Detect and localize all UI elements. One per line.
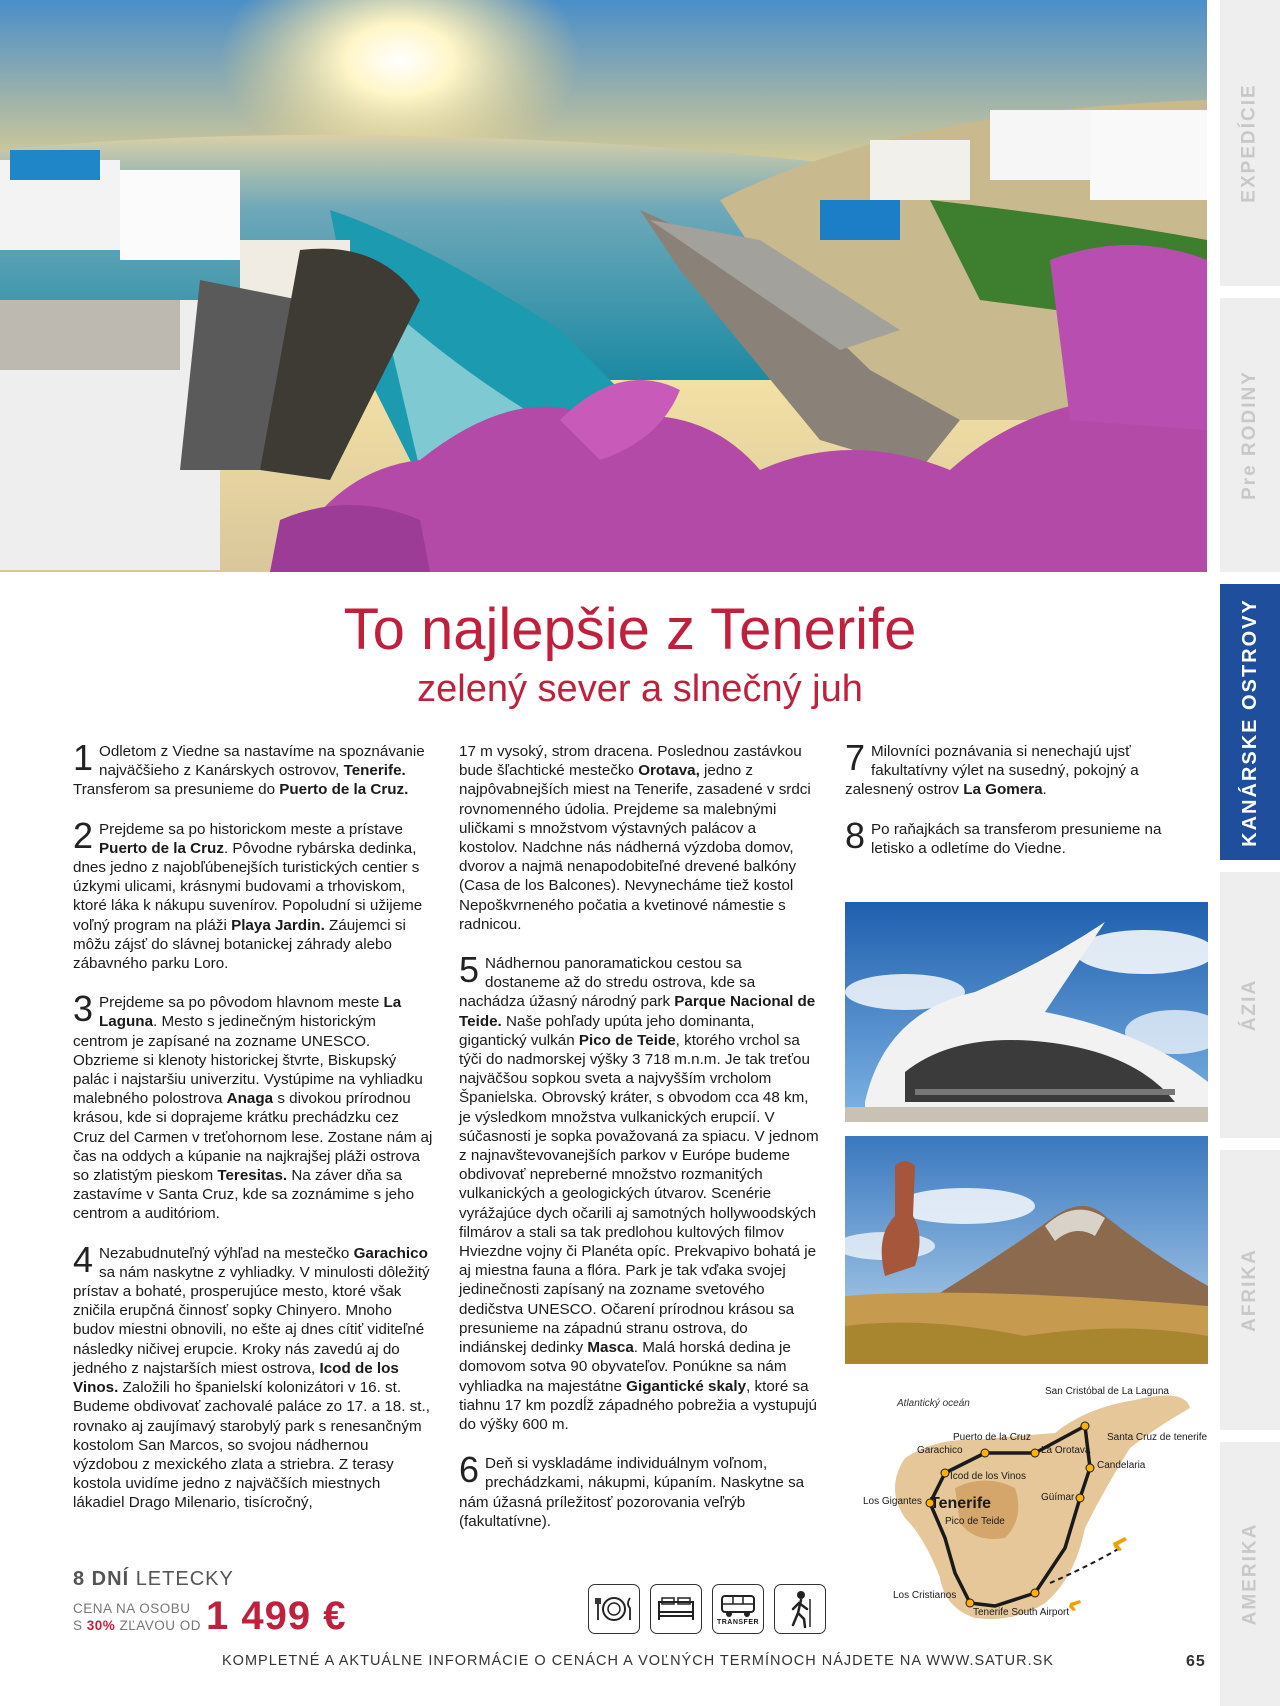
meal-icon (588, 1584, 640, 1634)
map-place-label: Tenerife South Airport (973, 1607, 1070, 1618)
day-number: 5 (459, 949, 480, 991)
itinerary-day-3: 3 Prejdeme sa po pôvodom hlavnom meste La Laguna. Mesto s jedinečným historickým centrom je zapísané na zozname UNESCO. Obzrieme si klenoty historickej štvrte, Biskupský palác i najstaršiu univerzitu. Vystúpime na vyhliadku malebného polostrova Anaga s divokou prírodnou krásou, kde si doprajeme krátku prechádzku cez Cruz del Carmen v treťohornom lese. Zostane nám aj čas na oddych a kúpanie na najkrajšej pláži ostrova so zlatistým pieskom Teresitas. Na záver dňa sa zastavíme v Santa Cruz, kde sa zoznámime s jeho centrom a auditóriom. (73, 988, 433, 1223)
footer-info-text: KOMPLETNÉ A AKTUÁLNE INFORMÁCIE O CENÁCH A VOĽNÝCH TERMÍNOCH NÁJDETE NA WWW.SATUR.SK (222, 1653, 1054, 1669)
itinerary-day-7: 7 Milovníci poznávania si nenechajú ujsť fakultatívny výlet na susedný, pokojný a zalesnený ostrov La Gomera. (845, 737, 1139, 799)
trip-duration: 8 DNÍ LETECKY (73, 1568, 234, 1590)
price-label: CENA NA OSOBU S 30% ZĽAVOU OD (73, 1601, 202, 1633)
day-number: 1 (73, 737, 94, 778)
tab-pre-rodiny[interactable]: Pre RODINY (1220, 298, 1280, 572)
map-place-label: Los Cristianos (893, 1590, 957, 1601)
map-island-label: Tenerife (930, 1495, 992, 1512)
day-number: 3 (73, 988, 94, 1030)
side-category-tabs (1220, 0, 1280, 1706)
tab-azia[interactable]: ÁZIA (1220, 872, 1280, 1138)
price-value: 1 499 € (206, 1594, 347, 1638)
itinerary-day-8: 8 Po raňajkách sa transferom presunieme na letisko a odletíme do Viedne. (845, 814, 1162, 857)
itinerary-column-1 (73, 737, 433, 1533)
itinerary-day-5: 5 Nádhernou panoramatickou cestou sa dostaneme až do stredu ostrova, kde sa nachádza úžasný národný park Parque Nacional de Teide. Naše pohľady upúta jeho dominanta, gigantický vulkán Pico de Teide, ktorého vrchol sa týči do nadmorskej výšky 3 718 m.n.m. Je tak treťou najväčšou sopkou sveta a najvyšším vrcholom Španielska. Obrovský kráter, s obvodom cca 48 km, je výsledkom množstva vulkanických erupcií. V súčasnosti je sopka považovaná za spiacu. V jednom z najnavštevovanejších parkov v Európe budeme obdivovať nepreberné množstvo rozmanitých vulkanických a geologických útvarov. Scenérie vyrážajúce dych očarili aj samotných hollywoodských filmárov a stali sa tak predlohou kultových filmov Hviezdne vojny či Planéta opíc. Prekvapivo bohatá je aj miestna fauna a flóra. Park je tak vďaka svojej jedinečnosti zapísaný na zozname svetového dedičstva UNESCO. Očarení prírodnou krásou sa presunieme na západnú stranu ostrova, do indiánskej dedinky Masca. Malá horská dedina je domovom sotva 90 obyvateľov. Ponúkne sa nám vyhliadka na majestátne Gigantické skaly, ktoré sa tiahnu 17 km pozdĺž západného pobrežia a vystupujú do výšky 600 m. (459, 949, 819, 1433)
page-title: To najlepšie z Tenerife (343, 597, 917, 662)
map-place-label: Garachico (917, 1445, 963, 1456)
day-number: 7 (845, 737, 866, 778)
tab-expedicie[interactable]: EXPEDÍCIE (1220, 0, 1280, 286)
map-place-label: Los Gigantes (863, 1496, 922, 1507)
day-number: 2 (73, 814, 94, 856)
transfer-bus-icon: TRANSFER (712, 1584, 764, 1634)
bed-icon (650, 1584, 702, 1634)
map-place-label: Icod de los Vinos (950, 1471, 1026, 1482)
itinerary-day-6: 6 Deň si vyskladáme individuálnym voľnom, prechádzkami, nákupmi, kúpaním. Naskytne sa nám úžasná príležitosť pozorovania veľrýb (fakultatívne). (459, 1449, 805, 1530)
day-number: 4 (73, 1238, 94, 1280)
tab-kanarske-ostrovy[interactable]: KANÁRSKE OSTROVY (1220, 584, 1280, 860)
discount-percent: 30% (86, 1618, 116, 1633)
day-number: 6 (459, 1449, 480, 1491)
itinerary-day-4-continued: 17 m vysoký, strom dracena. Poslednou zastávkou bude šľachtické mestečko Orotava, jedno z najpôvabnejších miest na Tenerife, zasadené v srdci rovnomenného údolia. Prejdeme sa malebnými uličkami s množstvom výstavných palácov a kostolov. Nadchne nás nádherná výzdoba domov, dvorov a najmä nenapodobiteľné drevené balkóny (Casa de los Balcones). Nevynecháme tiež kostol Nepoškvrneného počatia a kvetinové námestie s radnicou. (459, 743, 811, 933)
photo-auditorio-de-tenerife (845, 902, 1208, 1122)
tab-amerika[interactable]: AMERIKA (1220, 1442, 1280, 1706)
photo-pico-de-teide (845, 1136, 1208, 1364)
map-place-label: La Orotava (1041, 1445, 1091, 1456)
map-place-label: San Cristóbal de La Laguna (1045, 1386, 1169, 1397)
map-place-label: Candelaria (1097, 1460, 1146, 1471)
itinerary-day-1: 1 Odletom z Viedne sa nastavíme na spoznávanie najväčšieho z Kanárskych ostrovov, Tenerife. Transferom sa presunieme do Puerto de la Cruz. (73, 737, 425, 799)
page-subtitle: zelený sever a slnečný juh (417, 668, 863, 710)
tenerife-route-map (845, 1378, 1208, 1635)
map-place-label: Pico de Teide (945, 1516, 1005, 1527)
itinerary-column-2 (459, 742, 819, 1551)
itinerary-day-4: 4 Nezabudnuteľný výhľad na mestečko Garachico sa nám naskytne z vyhliadky. V minulosti dôležitý prístav a bohaté, prosperujúce mesto, ktoré však zničila erupčná činnosť sopky Chinyero. Mnoho budov miestni obnovili, no ešte aj dnes cítiť viditeľné následky ničivej erupcie. Kroky nás zavedú aj do jedného z najstarších miest ostrova, Icod de los Vinos. Založili ho španielskí kolonizátori v 16. st. Budeme obdivovať zachovalé paláce zo 17. a 18. st., rovnako aj zaujímavý starobylý park s renesančným kostolom San Marcos, so svojou nádhernou výzdobou z mexického zlata a striebra. Z terasy kostola uvidíme jedno z najväčších miestnych lákadiel Drago Milenario, tisícročný, (73, 1238, 430, 1512)
map-place-label: Santa Cruz de tenerife (1107, 1432, 1208, 1443)
tab-afrika[interactable]: AFRIKA (1220, 1150, 1280, 1430)
hero-photo-tenerife-coast (0, 0, 1207, 572)
map-place-label: Güímar (1041, 1492, 1075, 1503)
itinerary-column-3 (845, 737, 1195, 878)
hiking-icon (774, 1584, 826, 1634)
map-ocean-label: Atlantický oceán (897, 1398, 970, 1409)
itinerary-day-2: 2 Prejdeme sa po historickom meste a prístave Puerto de la Cruz. Pôvodne rybárska dedinka, dnes jedno z najobľúbenejších turistických centier s úzkymi ulicami, krásnymi budovami a trhoviskom, ktoré láka k nákupu suvenírov. Popoludní si užijeme voľný program na pláži Playa Jardin. Záujemci si môžu zájsť do slávnej botanickej záhrady alebo zábavného parku Loro. (73, 814, 423, 973)
day-number: 8 (845, 814, 866, 856)
map-place-label: Puerto de la Cruz (953, 1432, 1031, 1443)
page-number: 65 (1186, 1653, 1206, 1670)
